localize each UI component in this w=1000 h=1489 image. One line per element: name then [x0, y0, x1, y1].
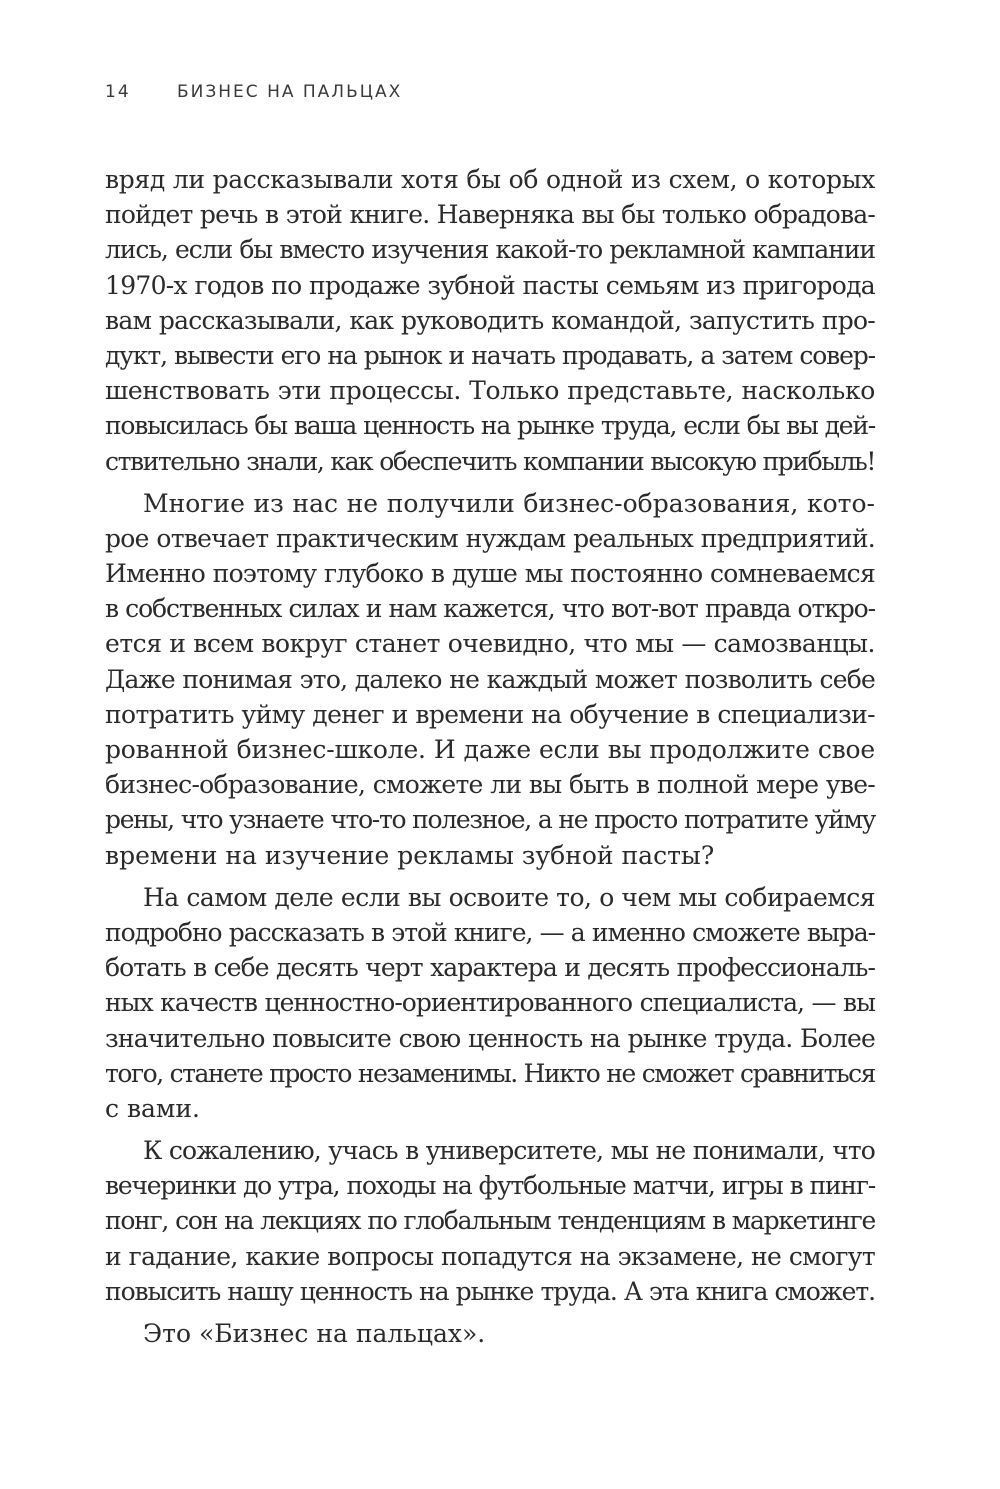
paragraph: [105, 162, 875, 479]
text-line: повысить нашу ценность на рынке труда. А эта книга сможет.: [105, 1276, 875, 1306]
text-line: ствительно знали, как обеспечить компании высокую прибыль!: [105, 446, 875, 476]
text-line: того, станете просто незаменимы. Никто не сможет сравниться: [105, 1058, 875, 1088]
text-line: вам рассказывали, как руководить командой, запустить про-: [105, 305, 875, 335]
text-line: Именно поэтому глубоко в душе мы постоянно сомневаемся: [105, 559, 875, 589]
text-line: ется и всем вокруг станет очевидно, что мы — самозванцы.: [105, 629, 875, 659]
text-line: потратить уйму денег и времени на обучение в специализи-: [105, 699, 875, 729]
text-line: рое отвечает практическим нуждам реальных предприятий.: [105, 523, 875, 553]
text-line: и гадание, какие вопросы попадутся на экзамене, не смогут: [105, 1241, 875, 1271]
text-line: рованной бизнес-школе. И даже если вы продолжите свое: [105, 735, 875, 764]
text-line: повысилась бы ваша ценность на рынке труда, если бы вы дей-: [105, 411, 875, 441]
text-line: шенствовать эти процессы. Только представьте, насколько: [105, 376, 875, 406]
text-line: в собственных силах и нам кажется, что вот-вот правда откро-: [105, 594, 875, 624]
paragraph: [105, 486, 875, 873]
book-title: БИЗНЕС НА ПАЛЬЦАХ: [177, 82, 403, 102]
text-line: бизнес-образование, сможете ли вы быть в полной мере уве-: [105, 770, 875, 800]
text-line: значительно повысите свою ценность на рынке труда. Более: [105, 1023, 875, 1053]
text-line: вечеринки до утра, походы на футбольные матчи, игры в пинг-: [105, 1171, 875, 1201]
text-line: понг, сон на лекциях по глобальным тенденциям в маркетинге: [105, 1206, 875, 1236]
page-number: 14: [105, 82, 131, 102]
text-line: Даже понимая это, далеко не каждый может позволить себе: [105, 664, 875, 694]
text-line: лись, если бы вместо изучения какой-то рекламной кампании: [105, 235, 875, 265]
text-line: На самом деле если вы освоите то, о чем мы собираемся: [143, 882, 875, 912]
running-head: [105, 82, 402, 102]
text-line: Это «Бизнес на пальцах».: [143, 1319, 486, 1348]
text-line: дукт, вывести его на рынок и начать продавать, а затем совер-: [105, 340, 875, 370]
text-line: рены, что узнаете что-то полезное, а не просто потратите уйму: [105, 805, 875, 835]
text-line: ных качеств ценностно-ориентированного специалиста, — вы: [105, 988, 875, 1018]
paragraph: [105, 880, 875, 1126]
text-line: вряд ли рассказывали хотя бы об одной из схем, о которых: [105, 165, 875, 194]
text-line: К сожалению, учась в университете, мы не понимали, что: [143, 1136, 875, 1166]
text-line: Многие из нас не получили бизнес-образования, кото-: [143, 488, 875, 518]
text-line: 1970-х годов по продаже зубной пасты семьям из пригорода: [105, 270, 875, 300]
text-line: подробно рассказать в этой книге, — а именно сможете выра-: [105, 917, 875, 947]
text-line: пойдет речь в этой книге. Наверняка вы бы только обрадова-: [105, 200, 875, 230]
paragraph: [105, 1316, 875, 1351]
body-text: [105, 162, 875, 1351]
paragraph: [105, 1133, 875, 1309]
text-line: с вами.: [105, 1093, 200, 1123]
text-line: времени на изучение рекламы зубной пасты?: [105, 840, 715, 870]
text-line: ботать в себе десять черт характера и десять профессиональ-: [105, 953, 875, 983]
